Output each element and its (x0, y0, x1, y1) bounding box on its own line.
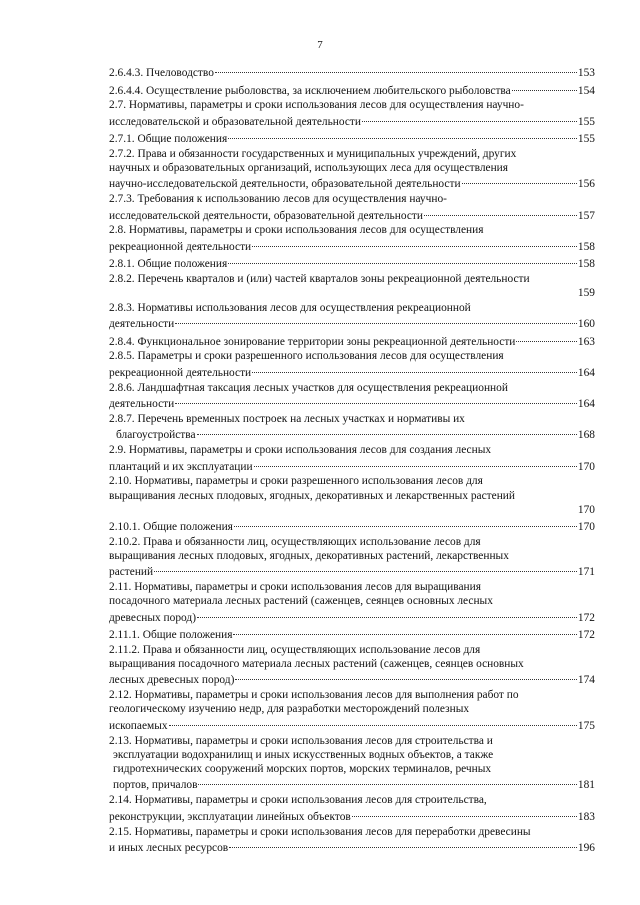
toc-entry[interactable] (109, 130, 595, 147)
toc-entry-text: ископаемых (109, 719, 168, 732)
toc-page-number: 175 (577, 719, 595, 732)
toc-entry[interactable] (109, 192, 595, 223)
toc-page-number: 158 (577, 258, 595, 271)
toc-entry-text: реконструкции, эксплуатации линейных объектов (109, 810, 351, 823)
toc-page-number: 155 (577, 132, 595, 145)
toc-entry-text: портов, причалов (113, 779, 198, 792)
toc-entry[interactable] (109, 825, 595, 856)
toc-entry[interactable] (109, 474, 595, 516)
toc-entry-text: посадочного материала лесных растений (саженцев, сеянцев основных лесных (109, 595, 493, 608)
toc-entry-text: 2.7. Нормативы, параметры и сроки использования лесов для осуществления научно- (109, 99, 524, 112)
dot-leader (233, 623, 576, 635)
toc-entry[interactable] (109, 381, 595, 412)
toc-page-number: 160 (577, 318, 595, 331)
dot-leader (424, 203, 577, 215)
toc-entry-text: 2.11. Нормативы, параметры и сроки использования лесов для выращивания (109, 581, 481, 594)
toc-page-number: 172 (577, 628, 595, 641)
dot-leader (252, 235, 577, 247)
dot-leader (197, 423, 577, 435)
toc-entry-text: и иных лесных ресурсов (109, 842, 229, 855)
toc-entry-text: 2.6.4.3. Пчеловодство (109, 67, 214, 80)
dot-leader (512, 78, 577, 90)
toc-entry[interactable] (109, 81, 595, 98)
toc-entry-text: 2.10.1. Общие положения (109, 520, 233, 533)
toc-entry-text: 2.15. Нормативы, параметры и сроки использования лесов для переработки древесины (109, 825, 531, 838)
toc-entry-text: 2.8.3. Нормативы использования лесов для осуществления рекреационной (109, 301, 471, 314)
toc-page-number: 158 (577, 241, 595, 254)
toc-entry[interactable] (109, 349, 595, 380)
toc-entry-text: гидротехнических сооружений морских портов, морских терминалов, речных (113, 762, 492, 775)
toc-entry[interactable] (109, 734, 595, 793)
toc-entry-text: научных и образовательных организаций, использующих леса для осуществления (109, 161, 508, 174)
toc-entry[interactable] (109, 688, 595, 733)
toc-entry-text: эксплуатации водохранилищ и иных искусственных водных объектов, а также (113, 748, 494, 761)
dot-leader (362, 109, 577, 121)
toc-entry[interactable] (109, 518, 595, 535)
toc-entry[interactable] (109, 443, 595, 474)
dot-leader (215, 61, 577, 73)
toc-page-number: 181 (577, 779, 595, 792)
toc-page-number: 183 (577, 810, 595, 823)
toc-entry[interactable] (109, 626, 595, 643)
toc-entry-text: 2.11.1. Общие положения (109, 628, 233, 641)
toc-entry[interactable] (109, 98, 595, 129)
toc-entry[interactable] (109, 255, 595, 272)
toc-entry-text: рекреационной деятельности (109, 366, 252, 379)
toc-page-number: 163 (577, 335, 595, 348)
toc-entry-text: 2.8. Нормативы, параметры и сроки использования лесов для осуществления (109, 224, 484, 237)
dot-leader (175, 312, 577, 324)
toc-entry-text: плантаций и их эксплуатации (109, 460, 253, 473)
toc-page-number: 170 (577, 460, 595, 473)
toc-entry-text: 2.8.4. Функциональное зонирование территории зоны рекреационной деятельности (109, 335, 516, 348)
dot-leader (516, 329, 577, 341)
toc-entry-text: геологическому изучению недр, для разработки месторождений полезных (109, 703, 470, 716)
toc-entry-text: 2.10.2. Права и обязанности лиц, осуществляющих использование лесов для (109, 535, 481, 548)
toc-entry[interactable] (109, 332, 595, 349)
toc-entry-text: деятельности (109, 398, 175, 411)
toc-entry-text: 2.10. Нормативы, параметры и сроки разрешенного использования лесов для (109, 475, 483, 488)
toc-entry-text: 2.8.2. Перечень кварталов и (или) частей кварталов зоны рекреационной деятельности (109, 272, 530, 285)
toc-entry[interactable] (109, 147, 595, 192)
toc-page-number: 172 (577, 611, 595, 624)
table-of-contents (109, 64, 595, 856)
toc-entry[interactable] (109, 580, 595, 625)
toc-page-number: 171 (577, 566, 595, 579)
toc-entry-text: 2.8.1. Общие положения (109, 258, 228, 271)
toc-entry-text: выращивания посадочного материала лесных растений (саженцев, сеянцев основных (109, 657, 524, 670)
toc-entry-text: исследовательской деятельности, образовательной деятельности (109, 209, 423, 222)
toc-entry-text: древесных пород) (109, 611, 196, 624)
page-number: 7 (317, 39, 323, 51)
toc-page-number: 155 (577, 115, 595, 128)
dot-leader (228, 252, 577, 264)
toc-entry-text: исследовательской и образовательной деятельности (109, 115, 361, 128)
dot-leader (228, 127, 577, 139)
toc-entry-text: 2.7.1. Общие положения (109, 132, 228, 145)
dot-leader (462, 172, 577, 184)
dot-leader (197, 605, 577, 617)
toc-entry-text: 2.14. Нормативы, параметры и сроки использования лесов для строительства, (109, 794, 487, 807)
toc-entry[interactable] (109, 643, 595, 688)
dot-leader (175, 392, 577, 404)
dot-leader (154, 560, 577, 572)
toc-entry-text: деятельности (109, 318, 175, 331)
toc-entry-text: благоустройства (116, 429, 196, 442)
toc-entry-text: растений (109, 566, 154, 579)
toc-entry-text: 2.8.5. Параметры и сроки разрешенного использования лесов для осуществления (109, 350, 504, 363)
toc-page-number: 156 (577, 178, 595, 191)
toc-entry[interactable] (109, 535, 595, 580)
toc-entry-text: научно-исследовательской деятельности, образовательной деятельности (109, 178, 461, 191)
dot-leader (169, 713, 577, 725)
toc-page-number: 170 (577, 503, 595, 516)
toc-entry-text: лесных древесных пород) (109, 674, 235, 687)
toc-entry-text: 2.7.2. Права и обязанности государственных и муниципальных учреждений, других (109, 147, 517, 160)
toc-entry-text: рекреационной деятельности (109, 241, 252, 254)
toc-page-number: 170 (577, 520, 595, 533)
toc-entry-text: выращивания лесных плодовых, ягодных, декоративных и лекарственных растений (109, 489, 515, 502)
toc-page-number: 164 (577, 398, 595, 411)
toc-page-number: 196 (577, 842, 595, 855)
toc-entry[interactable] (109, 223, 595, 254)
dot-leader (234, 515, 577, 527)
toc-entry[interactable] (109, 272, 595, 300)
toc-page-number: 157 (577, 209, 595, 222)
toc-entry-text: 2.7.3. Требования к использованию лесов для осуществления научно- (109, 193, 447, 206)
toc-entry-text: выращивания лесных плодовых, ягодных, декоративных растений, лекарственных (109, 549, 509, 562)
toc-entry[interactable] (109, 793, 595, 824)
toc-page-number: 153 (577, 67, 595, 80)
dot-leader (252, 360, 577, 372)
toc-page-number: 154 (577, 84, 595, 97)
dot-leader (254, 454, 577, 466)
toc-entry-text: 2.13. Нормативы, параметры и сроки использования лесов для строительства и (109, 734, 493, 747)
dot-leader (235, 668, 577, 680)
toc-page-number: 174 (577, 674, 595, 687)
toc-entry-text: 2.9. Нормативы, параметры и сроки использования лесов для создания лесных (109, 444, 492, 457)
toc-entry-text: 2.6.4.4. Осуществление рыболовства, за исключением любительского рыболовства (109, 84, 511, 97)
toc-entry-text: 2.8.7. Перечень временных построек на лесных участках и нормативы их (109, 412, 465, 425)
dot-leader (352, 804, 577, 816)
toc-page-number: 159 (577, 287, 595, 300)
toc-entry-text: 2.8.6. Ландшафтная таксация лесных участков для осуществления рекреационной (109, 381, 508, 394)
toc-entry[interactable] (109, 301, 595, 332)
dot-leader (198, 773, 576, 785)
toc-entry[interactable] (109, 412, 595, 443)
toc-entry-text: 2.12. Нормативы, параметры и сроки использования лесов для выполнения работ по (109, 689, 519, 702)
toc-entry-text: 2.11.2. Права и обязанности лиц, осуществляющих использование лесов для (109, 643, 481, 656)
toc-page-number: 164 (577, 366, 595, 379)
dot-leader (229, 836, 577, 848)
toc-page-number: 168 (577, 429, 595, 442)
